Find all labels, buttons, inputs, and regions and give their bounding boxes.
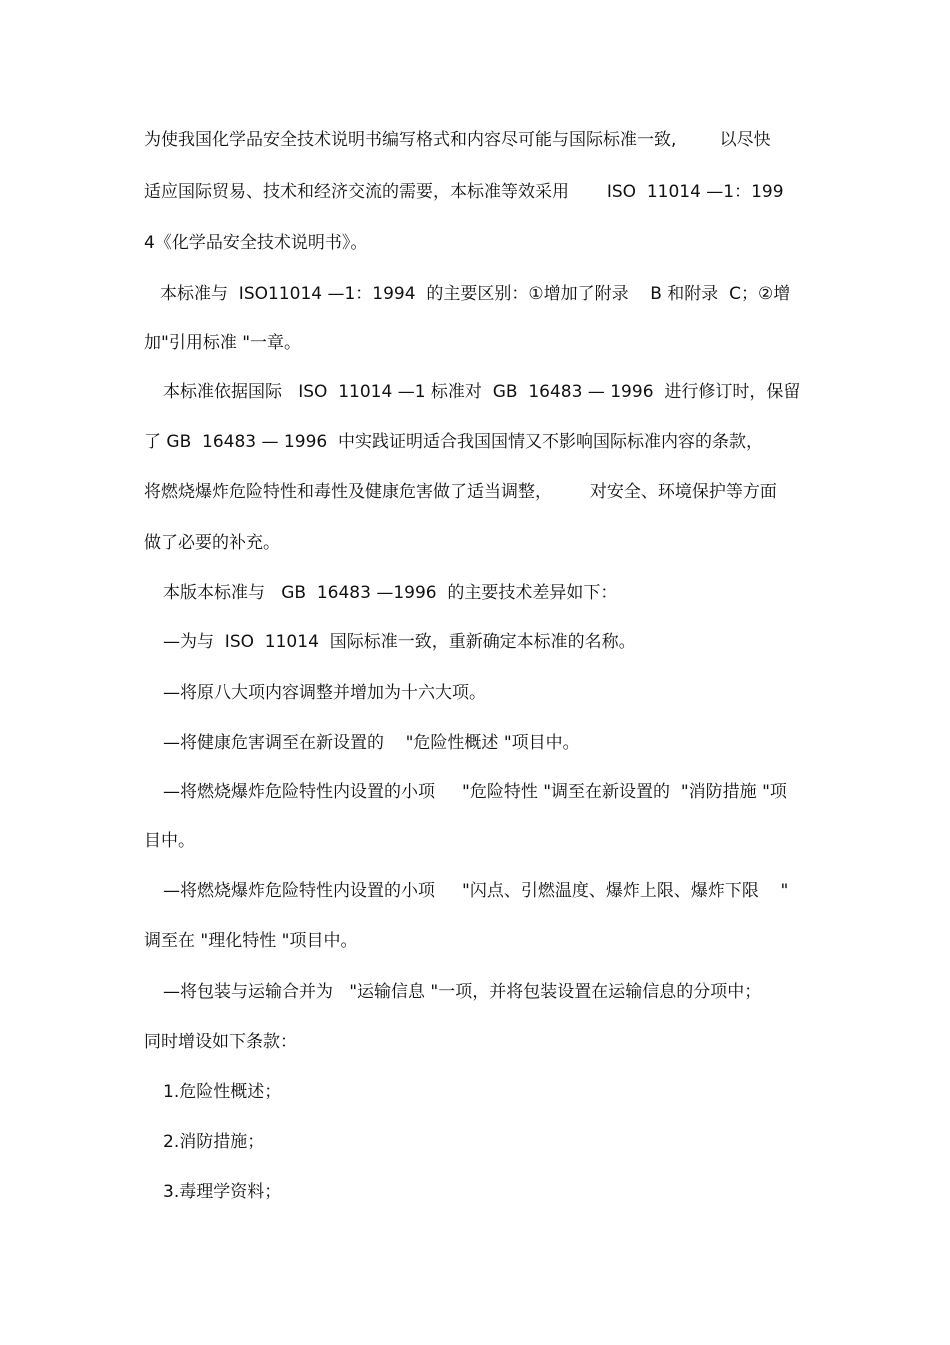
paragraph-line: 加"引用标准 "一章。 bbox=[144, 333, 302, 353]
paragraph-line: 本标准与 ISO11014 —1：1994 的主要区别：①增加了附录 B 和附录 C；②增 bbox=[160, 284, 791, 304]
paragraph-line: 目中。 bbox=[144, 831, 195, 851]
paragraph-line: 调至在 "理化特性 "项目中。 bbox=[144, 931, 358, 951]
list-item: —将燃烧爆炸危险特性内设置的小项 "闪点、引燃温度、爆炸上限、爆炸下限 " bbox=[163, 881, 789, 901]
paragraph-line: 同时增设如下条款： bbox=[144, 1032, 297, 1052]
paragraph-line: 适应国际贸易、技术和经济交流的需要，本标准等效采用 ISO 11014 —1：199 bbox=[144, 182, 784, 202]
numbered-item: 2.消防措施； bbox=[163, 1132, 265, 1152]
list-item: —将健康危害调至在新设置的 "危险性概述 "项目中。 bbox=[163, 733, 580, 753]
numbered-item: 3.毒理学资料； bbox=[163, 1182, 282, 1202]
list-item: —将燃烧爆炸危险特性内设置的小项 "危险特性 "调至在新设置的 "消防措施 "项 bbox=[163, 782, 787, 802]
paragraph-line: 本版本标准与 GB 16483 —1996 的主要技术差异如下： bbox=[163, 583, 618, 603]
paragraph-line: 4《化学品安全技术说明书》。 bbox=[144, 233, 368, 253]
paragraph-line: 了 GB 16483 — 1996 中实践证明适合我国国情又不影响国际标准内容的条款， bbox=[144, 432, 764, 452]
list-item: —将原八大项内容调整并增加为十六大项。 bbox=[163, 683, 486, 703]
paragraph-line: 本标准依据国际 ISO 11014 —1 标准对 GB 16483 — 1996 进行修订时，保留 bbox=[163, 382, 801, 402]
list-item: —为与 ISO 11014 国际标准一致，重新确定本标准的名称。 bbox=[163, 632, 636, 652]
paragraph-line: 将燃烧爆炸危险特性和毒性及健康危害做了适当调整， 对安全、环境保护等方面 bbox=[144, 482, 777, 502]
paragraph-line: 为使我国化学品安全技术说明书编写格式和内容尽可能与国际标准一致, 以尽快 bbox=[144, 130, 771, 150]
list-item: —将包装与运输合并为 "运输信息 "一项，并将包装设置在运输信息的分项中； bbox=[163, 982, 762, 1002]
numbered-item: 1.危险性概述； bbox=[163, 1082, 282, 1102]
paragraph-line: 做了必要的补充。 bbox=[144, 533, 280, 553]
